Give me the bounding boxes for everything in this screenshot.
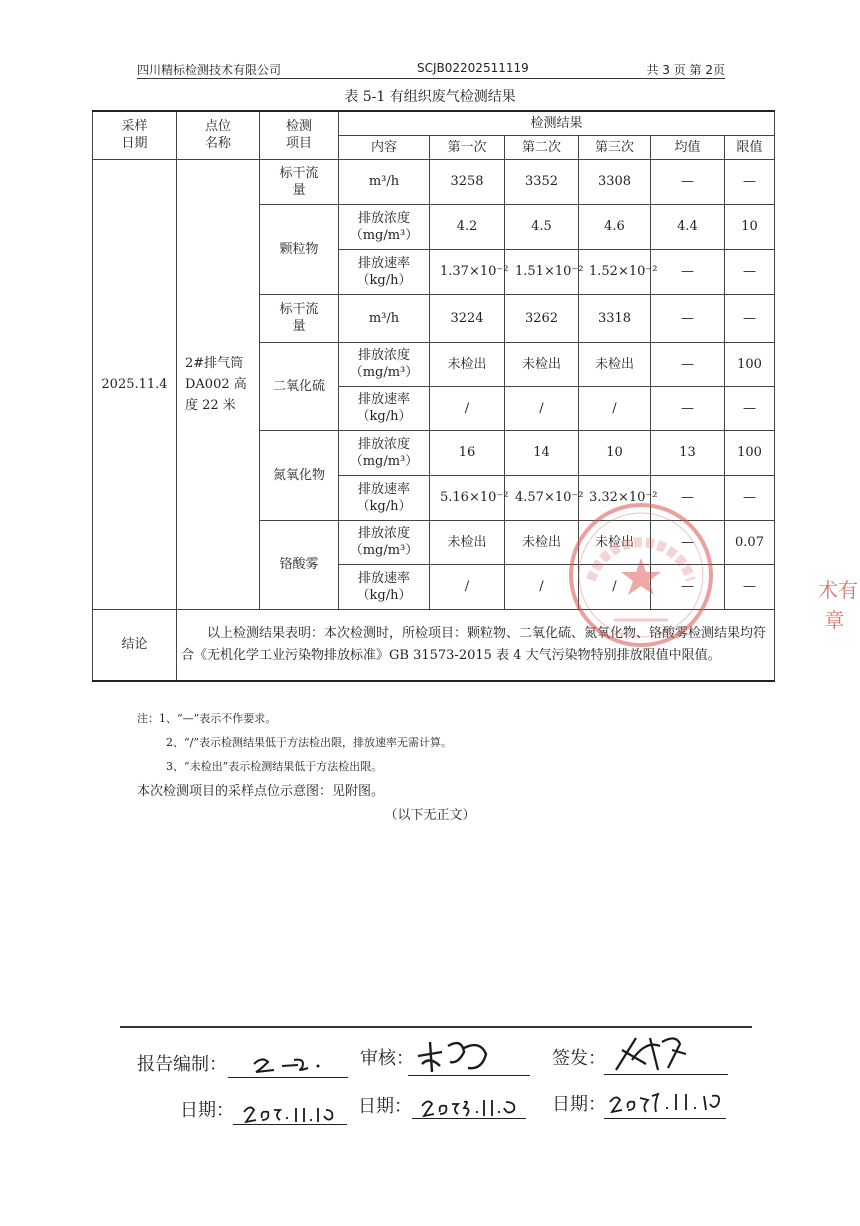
- limit-cell: —: [725, 249, 775, 294]
- value-cell: 16: [430, 430, 505, 475]
- conclusion-text: 以上检测结果表明：本次检测时，所检项目：颗粒物、二氧化硫、氮氧化物、铬酸雾检测结果均符合《无机化学工业污染物排放标准》GB 31573-2015 表 4 大气污染物特别排放限值中限值。: [177, 609, 775, 681]
- reviewed-signature-icon: [412, 1034, 502, 1076]
- value-cell: 1.37×10⁻²: [430, 249, 505, 294]
- reviewed-label: 审核：: [360, 1048, 414, 1069]
- header-results: 检测结果: [339, 111, 775, 135]
- value-cell: 3318: [579, 294, 651, 342]
- value-cell: 3308: [579, 159, 651, 204]
- note-line: 2、“/”表示检测结果低于方法检出限，排放速率无需计算。: [166, 736, 452, 749]
- approved-date-handwriting-icon: [606, 1088, 726, 1118]
- limit-cell: 100: [725, 430, 775, 475]
- value-cell: 4.57×10⁻²: [505, 475, 579, 520]
- conclusion-label: 结论: [93, 609, 177, 681]
- content-cell: 排放浓度（mg/m³）: [339, 520, 430, 564]
- limit-cell: —: [725, 386, 775, 430]
- sample-location: 2#排气筒DA002 高度 22 米: [177, 159, 260, 609]
- mean-cell: —: [651, 564, 725, 609]
- end-of-text: （以下无正文）: [384, 808, 476, 823]
- header-date: 采样 日期: [93, 111, 177, 159]
- sample-date: 2025.11.4: [93, 159, 177, 609]
- notes: [137, 707, 452, 779]
- content-cell: 排放浓度（mg/m³）: [339, 430, 430, 475]
- limit-cell: 100: [725, 342, 775, 386]
- signature-divider: [120, 1026, 752, 1028]
- value-cell: 3.32×10⁻²: [579, 475, 651, 520]
- content-cell: 排放速率（kg/h）: [339, 564, 430, 609]
- value-cell: 未检出: [430, 520, 505, 564]
- mean-cell: —: [651, 159, 725, 204]
- limit-cell: —: [725, 294, 775, 342]
- value-cell: 5.16×10⁻²: [430, 475, 505, 520]
- limit-cell: —: [725, 159, 775, 204]
- header-limit: 限值: [725, 135, 775, 159]
- prepared-date-handwriting-icon: [240, 1100, 340, 1126]
- value-cell: /: [430, 386, 505, 430]
- content-cell: 排放速率（kg/h）: [339, 475, 430, 520]
- content-cell: m³/h: [339, 294, 430, 342]
- value-cell: 4.6: [579, 204, 651, 249]
- item-cell: 氮氧化物: [260, 430, 339, 520]
- value-cell: 3262: [505, 294, 579, 342]
- date-label-prepared: 日期：: [180, 1100, 234, 1121]
- value-cell: /: [579, 386, 651, 430]
- approved-signature-icon: [606, 1030, 696, 1080]
- content-cell: m³/h: [339, 159, 430, 204]
- mean-cell: —: [651, 475, 725, 520]
- limit-cell: 0.07: [725, 520, 775, 564]
- item-cell: 二氧化硫: [260, 342, 339, 430]
- item-cell: 标干流量: [260, 159, 339, 204]
- page-indicator: 共 3 页 第 2页: [646, 63, 725, 77]
- limit-cell: —: [725, 564, 775, 609]
- value-cell: 未检出: [505, 342, 579, 386]
- content-cell: 排放浓度（mg/m³）: [339, 204, 430, 249]
- value-cell: 未检出: [430, 342, 505, 386]
- content-cell: 排放速率（kg/h）: [339, 249, 430, 294]
- limit-cell: 10: [725, 204, 775, 249]
- value-cell: 14: [505, 430, 579, 475]
- prepared-label: 报告编制：: [137, 1054, 227, 1075]
- header-second: 第二次: [505, 135, 579, 159]
- content-cell: 排放浓度（mg/m³）: [339, 342, 430, 386]
- header-content: 内容: [339, 135, 430, 159]
- mean-cell: —: [651, 520, 725, 564]
- value-cell: 1.52×10⁻²: [579, 249, 651, 294]
- prepared-signature-icon: [250, 1050, 330, 1076]
- value-cell: /: [430, 564, 505, 609]
- value-cell: 3258: [430, 159, 505, 204]
- value-cell: /: [505, 386, 579, 430]
- table-title: 表 5-1 有组织废气检测结果: [344, 89, 516, 105]
- value-cell: 3224: [430, 294, 505, 342]
- item-cell: 标干流量: [260, 294, 339, 342]
- item-cell: 铬酸雾: [260, 520, 339, 609]
- header-first: 第一次: [430, 135, 505, 159]
- prepared-signature-line: [228, 1077, 348, 1078]
- company-name: 四川精标检测技术有限公司: [137, 63, 282, 77]
- company-seal-icon: [566, 500, 716, 650]
- content-cell: 排放速率（kg/h）: [339, 386, 430, 430]
- header-item: 检测 项目: [260, 111, 339, 159]
- page-header: [137, 60, 725, 79]
- mean-cell: 4.4: [651, 204, 725, 249]
- edge-seal-fragment-icon: 术有 章: [818, 578, 858, 632]
- report-number: SCJB02202511119: [417, 61, 529, 75]
- date-label-reviewed: 日期：: [358, 1096, 412, 1117]
- table-row: [93, 159, 775, 204]
- mean-cell: —: [651, 249, 725, 294]
- sample-points-note: 本次检测项目的采样点位示意图：见附图。: [137, 784, 385, 799]
- limit-cell: —: [725, 475, 775, 520]
- value-cell: /: [579, 564, 651, 609]
- reviewed-date-handwriting-icon: [418, 1094, 522, 1120]
- value-cell: 1.51×10⁻²: [505, 249, 579, 294]
- header-mean: 均值: [651, 135, 725, 159]
- value-cell: 未检出: [579, 520, 651, 564]
- value-cell: 4.2: [430, 204, 505, 249]
- note-line: 3、“未检出”表示检测结果低于方法检出限。: [166, 760, 383, 773]
- value-cell: 未检出: [505, 520, 579, 564]
- mean-cell: 13: [651, 430, 725, 475]
- date-label-approved: 日期：: [552, 1094, 606, 1115]
- approved-date-line: [604, 1118, 726, 1119]
- value-cell: 4.5: [505, 204, 579, 249]
- header-third: 第三次: [579, 135, 651, 159]
- mean-cell: —: [651, 342, 725, 386]
- approved-label: 签发：: [552, 1048, 606, 1069]
- value-cell: 10: [579, 430, 651, 475]
- header-location: 点位 名称: [177, 111, 260, 159]
- mean-cell: —: [651, 386, 725, 430]
- value-cell: /: [505, 564, 579, 609]
- value-cell: 3352: [505, 159, 579, 204]
- item-cell: 颗粒物: [260, 204, 339, 294]
- value-cell: 未检出: [579, 342, 651, 386]
- mean-cell: —: [651, 294, 725, 342]
- note-line: 注：1、“—”表示不作要求。: [137, 712, 277, 725]
